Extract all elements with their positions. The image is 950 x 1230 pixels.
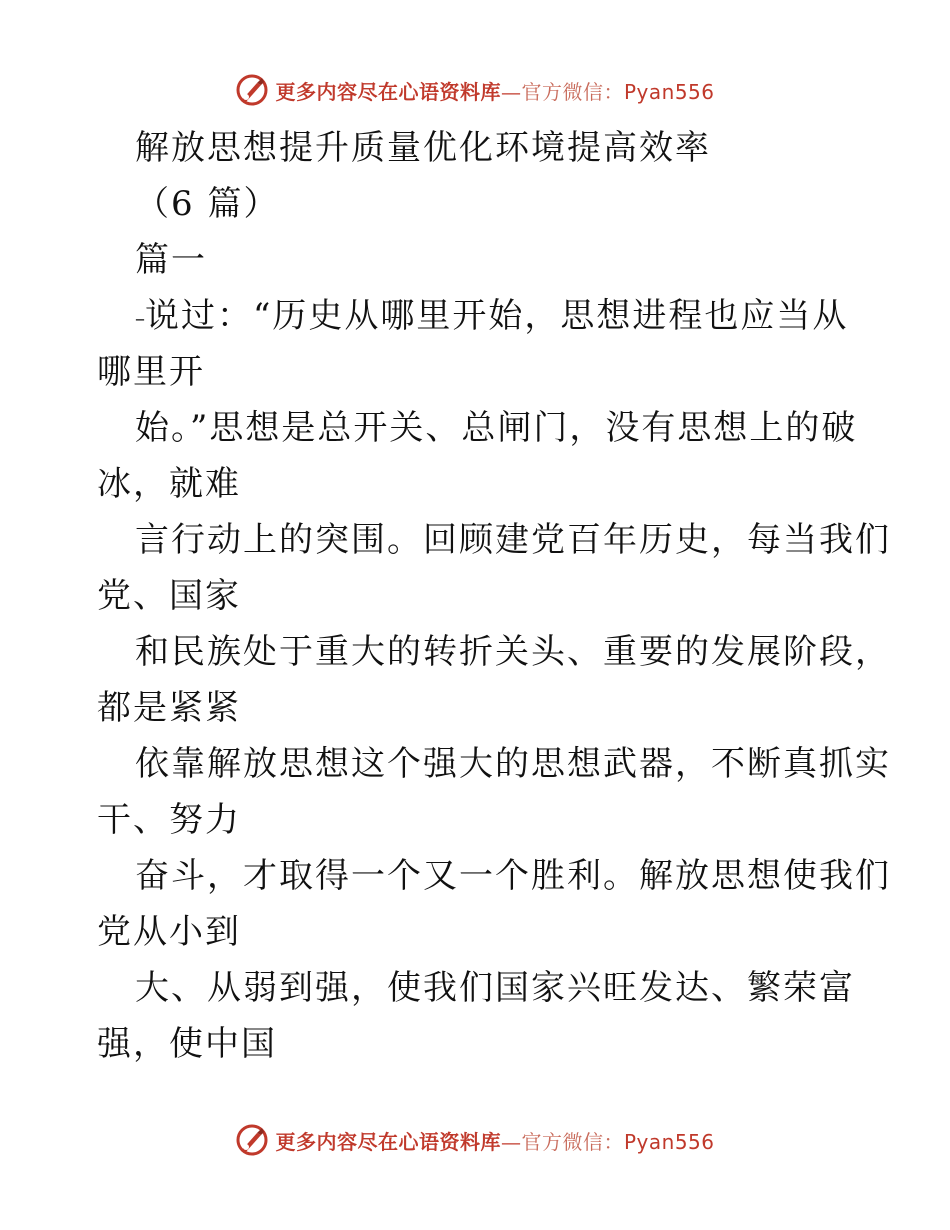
line-prefix-dash: – bbox=[135, 306, 145, 330]
paragraph-line bbox=[97, 288, 897, 344]
banner-suffix-text: 官方微信： bbox=[521, 1129, 624, 1154]
banner-handle-text: Pyan556 bbox=[623, 1129, 715, 1154]
paragraph-line: 党从小到 bbox=[97, 912, 241, 952]
paragraph-line: 冰，就难 bbox=[97, 464, 241, 504]
paragraph-line: 强，使中国 bbox=[97, 1024, 277, 1064]
document-title-line-2: （6 篇） bbox=[135, 184, 280, 224]
banner-suffix-text: 官方微信： bbox=[521, 79, 624, 104]
banner-main-text: 更多内容尽在心语资料库 bbox=[275, 1129, 501, 1154]
top-watermark-banner bbox=[0, 70, 950, 110]
banner-separator: — bbox=[500, 79, 522, 104]
paragraph-line: 干、努力 bbox=[97, 800, 241, 840]
paragraph-line-text: 说过：“历史从哪里开始，思想进程也应当从 bbox=[145, 296, 849, 336]
section-heading: 篇一 bbox=[135, 240, 207, 280]
paragraph-line: 奋斗，才取得一个又一个胜利。解放思想使我们 bbox=[135, 856, 891, 896]
paragraph-line: 大、从弱到强，使我们国家兴旺发达、繁荣富 bbox=[135, 968, 855, 1008]
bottom-watermark-banner bbox=[0, 1120, 950, 1160]
paragraph-line: 始。”思想是总开关、总闸门，没有思想上的破 bbox=[135, 408, 858, 448]
paragraph-line: 言行动上的突围。回顾建党百年历史，每当我们 bbox=[135, 520, 891, 560]
paragraph-line: 党、国家 bbox=[97, 576, 241, 616]
banner-handle-text: Pyan556 bbox=[623, 79, 715, 104]
banner-text bbox=[275, 76, 714, 105]
paragraph-line: 哪里开 bbox=[97, 352, 205, 392]
document-body bbox=[97, 120, 897, 1072]
pen-logo-icon bbox=[235, 1123, 269, 1157]
paragraph-line: 都是紧紧 bbox=[97, 688, 241, 728]
banner-separator: — bbox=[500, 1129, 522, 1154]
banner-text bbox=[275, 1126, 714, 1155]
paragraph-line: 依靠解放思想这个强大的思想武器，不断真抓实 bbox=[135, 744, 891, 784]
pen-logo-icon bbox=[235, 73, 269, 107]
banner-main-text: 更多内容尽在心语资料库 bbox=[275, 79, 501, 104]
document-title-line-1: 解放思想提升质量优化环境提高效率 bbox=[135, 128, 711, 168]
paragraph-line: 和民族处于重大的转折关头、重要的发展阶段， bbox=[135, 632, 891, 672]
